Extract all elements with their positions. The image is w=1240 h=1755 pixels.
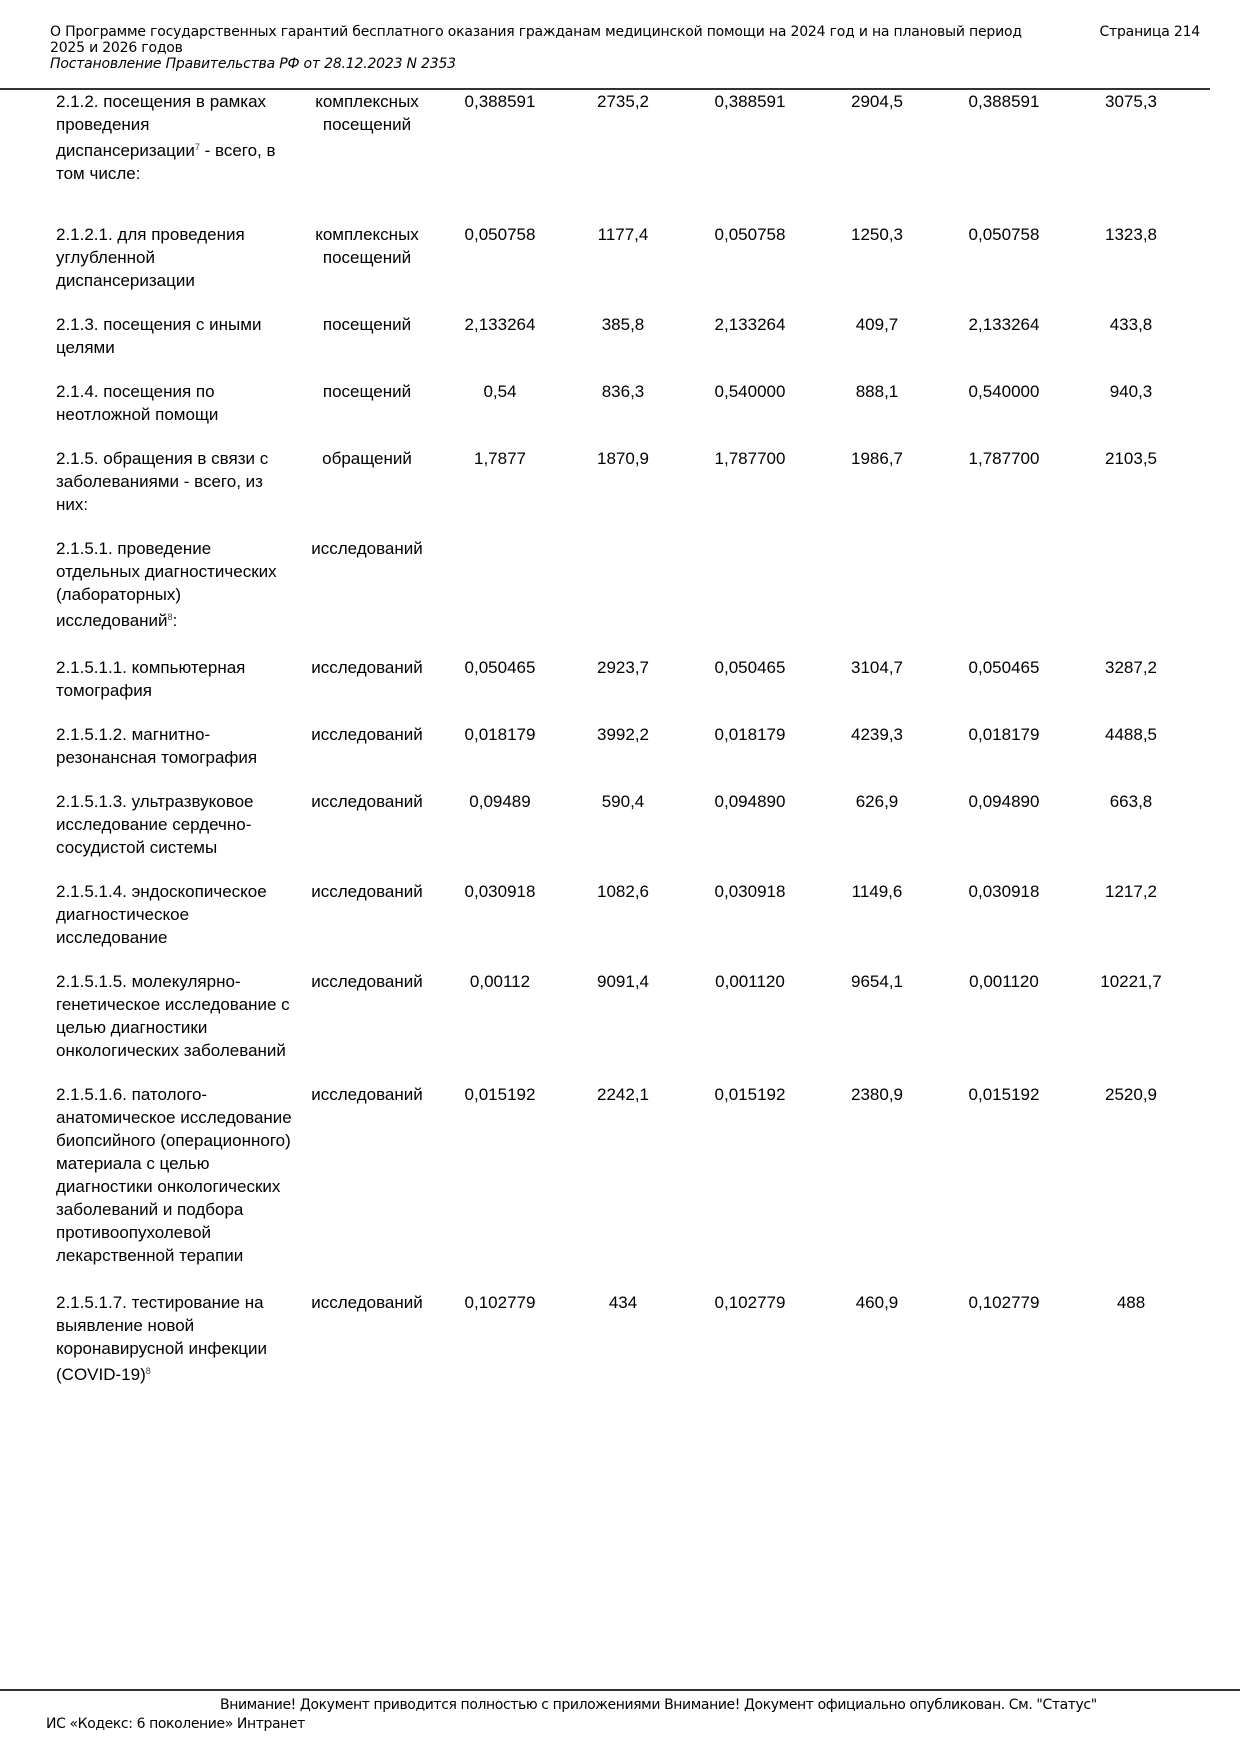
volume-value-cell: 0,015192: [714, 1085, 786, 1104]
table-row: [50, 447, 1194, 537]
footnote-marker[interactable]: 8: [145, 1366, 151, 1376]
row-name: 2.1.5.1.1. компьютерная томография: [56, 658, 246, 700]
row-name: 2.1.5.1.3. ультразвуковое исследование сердечно-сосудистой системы: [56, 792, 254, 857]
cost-value-cell: 1323,8: [1105, 225, 1157, 244]
row-name: 2.1.2. посещения в рамках проведения диспансеризации: [56, 92, 267, 160]
footer-divider: [0, 1689, 1240, 1691]
volume-value-cell: 0,388591: [968, 92, 1040, 111]
volume-value-cell: 0,018179: [714, 725, 786, 744]
row-name-suffix: :: [172, 611, 178, 630]
cost-value-cell: 2242,1: [597, 1085, 649, 1104]
table-row: [50, 90, 1194, 223]
table-row: [50, 723, 1194, 790]
volume-value-cell: 0,094890: [968, 792, 1040, 811]
volume-value-cell: [686, 537, 814, 656]
unit-cell: обращений: [322, 449, 412, 468]
row-name: 2.1.5.1. проведение отдельных диагностических (лабораторных) исследований: [56, 539, 277, 630]
cost-value-cell: 2735,2: [597, 92, 649, 111]
table-row: [50, 223, 1194, 313]
volume-value-cell: 0,102779: [968, 1293, 1040, 1312]
row-name-cell: [50, 90, 294, 223]
page-header: [50, 24, 1200, 72]
document-subtitle: Постановление Правительства РФ от 28.12.2023 N 2353: [50, 56, 456, 72]
row-name-cell: [50, 380, 294, 447]
footnote-marker[interactable]: 7: [194, 142, 200, 152]
cost-value-cell: 2380,9: [851, 1085, 903, 1104]
cost-value-cell: 10221,7: [1100, 972, 1162, 991]
cost-value-cell: 888,1: [855, 382, 899, 401]
cost-value-cell: 1082,6: [597, 882, 649, 901]
table-row: [50, 1083, 1194, 1291]
volume-value-cell: 0,050465: [714, 658, 786, 677]
cost-value-cell: 460,9: [855, 1293, 899, 1312]
cost-value-cell: 409,7: [855, 315, 899, 334]
table-row: [50, 656, 1194, 723]
unit-cell: исследований: [311, 972, 423, 991]
table-row: [50, 880, 1194, 970]
footer-system-label: ИС «Кодекс: 6 поколение» Интранет: [46, 1716, 305, 1732]
row-name: 2.1.5. обращения в связи с заболеваниями - всего, из них:: [56, 449, 269, 514]
cost-value-cell: 9654,1: [851, 972, 903, 991]
unit-cell: комплексных посещений: [315, 92, 419, 134]
cost-value-cell: 2520,9: [1105, 1085, 1157, 1104]
volume-value-cell: 0,001120: [969, 972, 1039, 991]
cost-value-cell: [560, 537, 686, 656]
cost-value-cell: 1217,2: [1105, 882, 1157, 901]
row-name-cell: [50, 447, 294, 537]
volume-value-cell: [440, 537, 560, 656]
table-row: [50, 313, 1194, 380]
table-row: [50, 790, 1194, 880]
volume-value-cell: 1,7877: [474, 449, 526, 468]
cost-value-cell: 626,9: [855, 792, 899, 811]
footnote-marker[interactable]: 8: [167, 612, 173, 622]
volume-value-cell: 0,388591: [714, 92, 786, 111]
table-row: [50, 1291, 1194, 1406]
row-name: 2.1.5.1.5. молекулярно-генетическое исследование с целью диагностики онкологических заболеваний: [56, 972, 290, 1060]
row-name-cell: [50, 970, 294, 1083]
unit-cell: исследований: [311, 1293, 423, 1312]
cost-value-cell: [814, 537, 940, 656]
volume-value-cell: 0,015192: [968, 1085, 1040, 1104]
cost-value-cell: 3992,2: [597, 725, 649, 744]
cost-value-cell: 434: [608, 1293, 638, 1312]
cost-value-cell: 1177,4: [597, 225, 649, 244]
volume-value-cell: 2,133264: [464, 315, 536, 334]
volume-value-cell: 0,018179: [464, 725, 536, 744]
volume-value-cell: 0,54: [483, 382, 517, 401]
row-name: 2.1.5.1.6. патолого-анатомическое исследование биопсийного (операционного) материала с целью диагностики онкологических заболеваний и подбора противоопухолевой лекарственной терапии: [56, 1085, 292, 1265]
cost-value-cell: 4239,3: [851, 725, 903, 744]
cost-value-cell: [1068, 537, 1194, 656]
volume-value-cell: 0,050465: [464, 658, 536, 677]
unit-cell: исследований: [311, 539, 423, 558]
table-row: [50, 380, 1194, 447]
volume-value-cell: 0,030918: [464, 882, 536, 901]
volume-value-cell: 1,787700: [968, 449, 1040, 468]
cost-value-cell: 590,4: [601, 792, 645, 811]
cost-value-cell: 663,8: [1109, 792, 1153, 811]
row-name: 2.1.4. посещения по неотложной помощи: [56, 382, 219, 424]
unit-cell: посещений: [322, 382, 412, 401]
cost-value-cell: 4488,5: [1105, 725, 1157, 744]
cost-value-cell: 2904,5: [851, 92, 903, 111]
row-name-cell: [50, 1083, 294, 1291]
row-name: 2.1.3. посещения с иными целями: [56, 315, 262, 357]
volume-value-cell: 0,00112: [469, 972, 531, 991]
cost-value-cell: 940,3: [1109, 382, 1153, 401]
cost-value-cell: 3075,3: [1105, 92, 1157, 111]
cost-value-cell: 488: [1116, 1293, 1146, 1312]
row-name: 2.1.5.1.4. эндоскопическое диагностическое исследование: [56, 882, 267, 947]
document-title: О Программе государственных гарантий бесплатного оказания гражданам медицинской помощи на 2024 год и на плановый период 2025 и 2026 годов: [50, 24, 1022, 56]
row-name-cell: [50, 790, 294, 880]
row-name-cell: [50, 223, 294, 313]
volume-value-cell: 2,133264: [714, 315, 786, 334]
row-name-suffix: - всего, в том числе:: [56, 141, 276, 183]
unit-cell: исследований: [311, 725, 423, 744]
unit-cell: исследований: [311, 882, 423, 901]
table-row: [50, 537, 1194, 656]
unit-cell: исследований: [311, 1085, 423, 1104]
volume-value-cell: 0,094890: [714, 792, 786, 811]
footer-notice: Внимание! Документ приводится полностью с приложениями Внимание! Документ официально опубликован. См. "Статус": [220, 1697, 1097, 1713]
row-name-cell: [50, 880, 294, 970]
cost-value-cell: 2103,5: [1105, 449, 1157, 468]
table-row: [50, 970, 1194, 1083]
volume-value-cell: [940, 537, 1068, 656]
cost-value-cell: 2923,7: [597, 658, 649, 677]
cost-value-cell: 433,8: [1109, 315, 1153, 334]
volume-value-cell: 1,787700: [714, 449, 786, 468]
volume-value-cell: 0,030918: [968, 882, 1040, 901]
unit-cell: исследований: [311, 658, 423, 677]
cost-value-cell: 1870,9: [597, 449, 649, 468]
row-name-cell: [50, 537, 294, 656]
volume-value-cell: 0,102779: [714, 1293, 786, 1312]
row-name: 2.1.5.1.2. магнитно-резонансная томография: [56, 725, 258, 767]
cost-value-cell: 1149,6: [851, 882, 903, 901]
cost-value-cell: 836,3: [601, 382, 645, 401]
cost-value-cell: 3104,7: [851, 658, 903, 677]
cost-value-cell: 1250,3: [851, 225, 903, 244]
volume-value-cell: 0,540000: [968, 382, 1040, 401]
volume-value-cell: 0,388591: [464, 92, 536, 111]
unit-cell: посещений: [322, 315, 412, 334]
volume-value-cell: 0,030918: [714, 882, 786, 901]
volume-value-cell: 0,050758: [968, 225, 1040, 244]
volume-value-cell: 0,018179: [968, 725, 1040, 744]
row-name-cell: [50, 723, 294, 790]
cost-value-cell: 3287,2: [1105, 658, 1157, 677]
row-name-cell: [50, 1291, 294, 1406]
cost-value-cell: 1986,7: [851, 449, 903, 468]
page-number: Страница 214: [1099, 24, 1200, 40]
volume-value-cell: 0,540000: [714, 382, 786, 401]
unit-cell: исследований: [311, 792, 423, 811]
unit-cell: комплексных посещений: [315, 225, 419, 267]
volume-value-cell: 0,001120: [715, 972, 785, 991]
volume-value-cell: 0,102779: [464, 1293, 536, 1312]
cost-value-cell: 385,8: [601, 315, 645, 334]
row-name-cell: [50, 313, 294, 380]
volume-value-cell: 0,09489: [469, 792, 531, 811]
cost-value-cell: 9091,4: [597, 972, 649, 991]
volume-value-cell: 0,015192: [464, 1085, 536, 1104]
volume-value-cell: 2,133264: [968, 315, 1040, 334]
data-table: [50, 90, 1194, 1406]
row-name: 2.1.2.1. для проведения углубленной диспансеризации: [56, 225, 245, 290]
volume-value-cell: 0,050758: [464, 225, 536, 244]
row-name-cell: [50, 656, 294, 723]
volume-value-cell: 0,050465: [968, 658, 1040, 677]
row-name: 2.1.5.1.7. тестирование на выявление новой коронавирусной инфекции (COVID-19): [56, 1293, 267, 1384]
volume-value-cell: 0,050758: [714, 225, 786, 244]
